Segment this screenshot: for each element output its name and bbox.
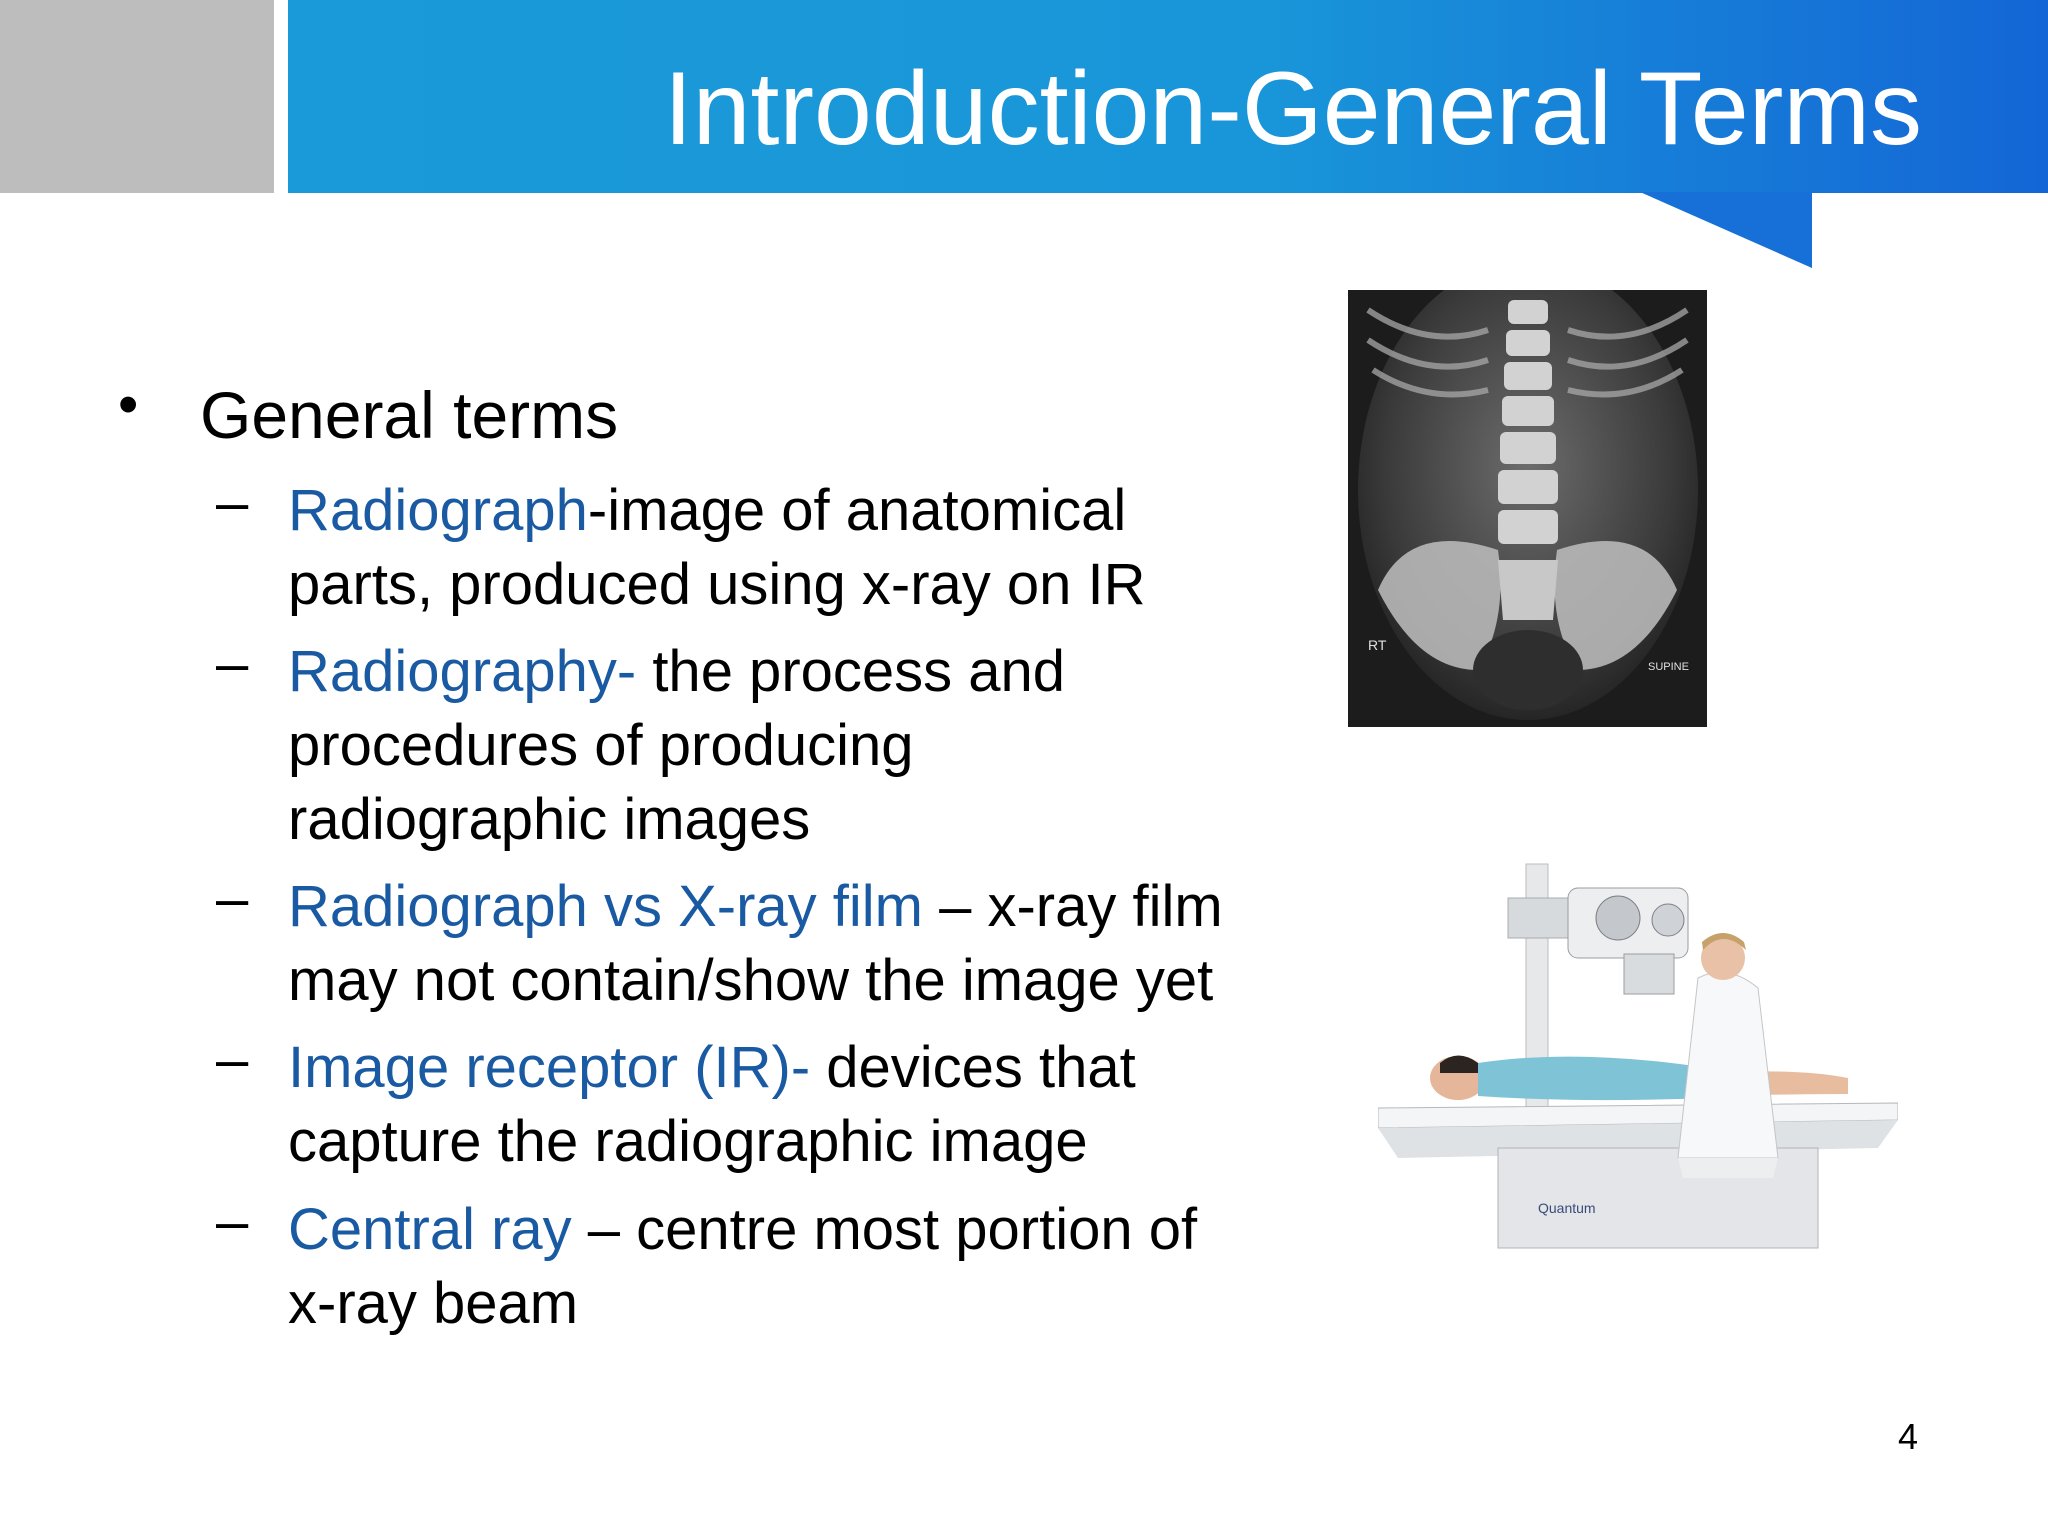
definition-line: procedures of producing — [288, 713, 914, 778]
term: Central ray — [288, 1197, 572, 1262]
xray-machine-photo — [1378, 858, 1898, 1258]
machine-brand-label: Quantum — [1538, 1200, 1596, 1216]
definition-line: capture the radiographic image — [288, 1109, 1088, 1174]
dash-marker: – — [216, 1189, 249, 1254]
dash-marker: – — [216, 470, 249, 535]
bullet-dot: • — [118, 372, 139, 437]
definition-line: x-ray beam — [288, 1271, 579, 1336]
definition: – x-ray film — [923, 874, 1223, 939]
slide-title: Introduction-General Terms — [663, 51, 1922, 167]
definition: devices that — [810, 1035, 1136, 1100]
term: Radiograph — [288, 478, 588, 543]
bullet-label: General terms — [200, 378, 619, 452]
xray-label-rt: RT — [1368, 637, 1387, 653]
definition-line: radiographic images — [288, 787, 811, 852]
definition: – centre most portion of — [571, 1197, 1198, 1262]
dash-marker: – — [216, 866, 249, 931]
definition-line: parts, produced using x-ray on IR — [288, 552, 1146, 617]
dash-marker: – — [216, 1027, 249, 1092]
xray-label-supine: SUPINE — [1648, 661, 1689, 673]
page-number: 4 — [1898, 1416, 1919, 1457]
abdominal-xray-image — [1348, 290, 1707, 727]
definition-line: may not contain/show the image yet — [288, 948, 1214, 1013]
dash-marker: – — [216, 631, 249, 696]
definition: -image of anatomical — [587, 478, 1127, 543]
term: Image receptor (IR)- — [288, 1035, 811, 1100]
definition: the process and — [636, 639, 1066, 704]
term: Radiography- — [288, 639, 637, 704]
term: Radiograph vs X-ray film — [288, 874, 923, 939]
